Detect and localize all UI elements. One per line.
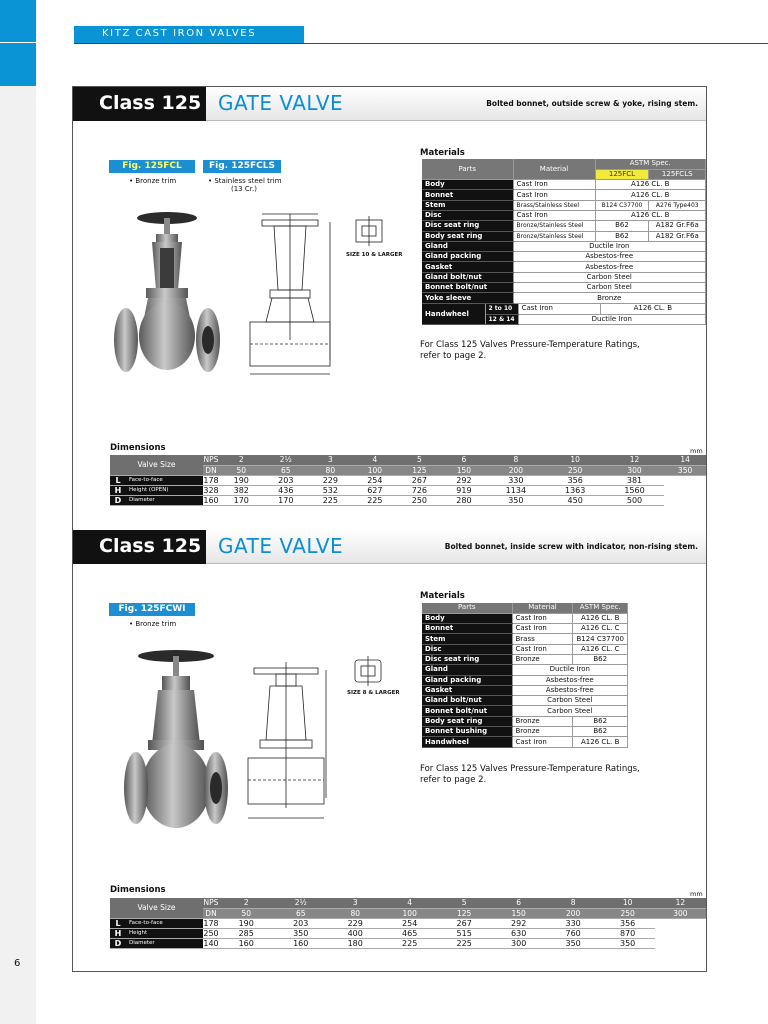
material-cell: Cast Iron [512,613,573,623]
dimension-value: 330 [486,475,545,485]
table-row [422,706,628,716]
material-cell: Ductile Iron [513,241,706,251]
section-header-2 [73,530,706,564]
table-row [422,613,628,623]
nps-cell: 10 [546,455,605,465]
dn-cell: 50 [219,465,264,475]
nps-cell: 5 [397,455,442,465]
title-band [206,530,706,564]
dimensions-table [110,898,706,949]
dimension-value: 203 [273,918,327,928]
nps-label: NPS [203,898,219,908]
size-range: 12 & 14 [485,314,518,324]
material-cell: Cast Iron [512,644,573,654]
table-row [422,737,628,747]
material-cell: Asbestos-free [512,685,628,695]
dimension-value: 178 [203,475,219,485]
table-header-row [422,159,706,169]
table-row [422,200,706,210]
nps-cell: 4 [382,898,436,908]
material-cell: Carbon Steel [513,283,706,293]
dimension-label: Diameter [126,495,203,505]
section-header-1 [73,87,706,121]
part-name: Stem [422,634,512,644]
side-tab-divider [0,42,36,43]
table-row [422,241,706,251]
figure-note: • Stainless steel trim [208,177,282,185]
material-cell: Cast Iron [513,180,595,190]
nps-label: NPS [203,455,219,465]
spec-cell: B62 [573,727,628,737]
table-row [422,624,628,634]
dimension-value: 160 [219,938,273,948]
dn-cell: 200 [546,908,600,918]
material-cell: Carbon Steel [512,696,628,706]
dimension-value: 1363 [546,485,605,495]
nps-row [110,455,706,465]
dimension-value: 870 [600,928,654,938]
material-cell: Cast Iron [518,304,600,314]
nps-cell: 3 [328,898,382,908]
dimension-value: 229 [308,475,353,485]
dimension-row [110,918,706,928]
dimension-label: Diameter [126,938,203,948]
part-name: Disc seat ring [422,654,512,664]
dimension-key: L [110,918,126,928]
dimension-value: 267 [397,475,442,485]
dimension-value: 356 [546,475,605,485]
detail-drawing [348,216,392,248]
class-label: Class 125 [73,87,206,121]
dimension-value: 180 [328,938,382,948]
dimension-value: 292 [442,475,487,485]
figure-tag-125fcwi: Fig. 125FCWI [109,603,195,616]
nps-cell: 8 [546,898,600,908]
dimensions-title: Dimensions [110,443,166,453]
spec-cell: B62 [595,221,649,231]
spec-cell: B124 C37700 [573,634,628,644]
dimension-value: 630 [491,928,545,938]
dimension-row [110,938,706,948]
part-name: Gland packing [422,252,513,262]
part-name: Gland bolt/nut [422,272,513,282]
spec-cell: A276 Type403 [649,200,706,210]
part-name: Body [422,180,513,190]
dn-cell: 80 [308,465,353,475]
dimension-value: 254 [353,475,398,485]
material-cell: Bronze [512,727,573,737]
table-row [422,304,706,314]
dimension-value: 465 [382,928,436,938]
dimension-key: D [110,495,126,505]
dimensions-table [110,455,706,506]
materials-title: Materials [420,148,465,158]
dimension-row [110,495,706,505]
table-row [422,716,628,726]
spec-cell: B62 [573,654,628,664]
rating-note [420,340,640,362]
section-description: Bolted bonnet, inside screw with indicator, non-rising stem. [444,542,698,551]
header-material: Material [512,603,573,613]
dimension-value: 919 [442,485,487,495]
dimension-value: 300 [491,938,545,948]
figure-note: • Bronze trim [129,620,177,628]
nps-cell: 2½ [264,455,309,465]
table-row [422,231,706,241]
material-cell: Asbestos-free [513,262,706,272]
size-range: 2 to 10 [485,304,518,314]
part-name: Gland packing [422,675,512,685]
dimension-row [110,475,706,485]
table-row [422,283,706,293]
dimension-value: 760 [546,928,600,938]
dimension-value: 190 [219,475,264,485]
dimension-value: 382 [219,485,264,495]
part-name: Gasket [422,685,512,695]
part-name: Handwheel [422,304,485,325]
material-cell: Ductile Iron [512,665,628,675]
part-name: Handwheel [422,737,512,747]
size-note: SIZE 10 & LARGER [346,252,403,258]
dimension-value: 1134 [486,485,545,495]
dimension-drawing-non-rising-stem [240,658,332,828]
header-astm: ASTM Spec. [595,159,706,169]
table-row [422,665,628,675]
dimension-drawing-rising-stem [240,210,340,382]
dimension-key: H [110,485,126,495]
dimension-value: 285 [219,928,273,938]
dimension-value: 532 [308,485,353,495]
figure-note: • Bronze trim [129,177,177,185]
figure-tag-125fcl: Fig. 125FCL [109,160,195,173]
dimension-key: D [110,938,126,948]
spec-cell: A126 CL. B [595,190,706,200]
table-row [422,685,628,695]
material-cell: Carbon Steel [513,272,706,282]
dimension-label: Height (OPEN) [126,485,203,495]
nps-row [110,898,706,908]
dimension-value: 515 [437,928,491,938]
part-name: Body seat ring [422,716,512,726]
dimension-value: 280 [442,495,487,505]
part-name: Disc [422,210,513,220]
dimension-value: 190 [219,918,273,928]
table-row [422,293,706,303]
handwheel-table [422,304,706,325]
section-title: GATE VALVE [218,91,344,115]
dimension-value: 292 [491,918,545,928]
spec-cell: A126 CL. C [573,644,628,654]
header-material: Material [513,159,595,180]
title-band [206,87,706,121]
part-name: Body [422,613,512,623]
table-row [422,634,628,644]
dn-cell: 250 [546,465,605,475]
table-row [422,675,628,685]
dimension-value: 170 [264,495,309,505]
spec-cell: A126 CL. B [595,180,706,190]
table-row [422,221,706,231]
table-row [422,210,706,220]
dn-cell: 80 [328,908,382,918]
dimensions-title: Dimensions [110,885,166,895]
material-cell: Ductile Iron [518,314,705,324]
dimension-value: 160 [203,495,219,505]
material-cell: Bronze [513,293,706,303]
spec-cell: B62 [573,716,628,726]
dn-cell: 150 [442,465,487,475]
table-row [422,727,628,737]
part-name: Body seat ring [422,231,513,241]
dimension-value: 330 [546,918,600,928]
spec-cell: A126 CL. B [573,737,628,747]
brand-banner: KITZ CAST IRON VALVES [74,26,304,43]
dimension-value: 225 [437,938,491,948]
section-description: Bolted bonnet, outside screw & yoke, rising stem. [486,99,698,108]
dimension-value: 350 [273,928,327,938]
header-125fcls: 125FCLS [649,169,706,179]
part-name: Bonnet bolt/nut [422,706,512,716]
dn-cell: 250 [600,908,654,918]
table-row [422,252,706,262]
dn-cell: 65 [273,908,327,918]
materials-table [422,159,706,304]
material-cell: Cast Iron [512,737,573,747]
materials-title: Materials [420,591,465,601]
dimension-value: 350 [546,938,600,948]
dimension-value: 225 [353,495,398,505]
note-line: For Class 125 Valves Pressure-Temperature Ratings, [420,340,640,350]
part-name: Bonnet [422,624,512,634]
page-number: 6 [14,958,21,969]
spec-cell: A126 CL. C [573,624,628,634]
dn-cell: 300 [605,465,664,475]
note-line: refer to page 2. [420,351,487,361]
part-name: Gland bolt/nut [422,696,512,706]
unit-label: mm [690,447,703,455]
material-cell: Bronze [512,654,573,664]
dimension-value: 436 [264,485,309,495]
figure-note: (13 Cr.) [231,185,257,193]
material-cell: Cast Iron [513,210,595,220]
nps-cell: 12 [655,898,706,908]
dn-cell: 125 [397,465,442,475]
spec-cell: A182 Gr.F6a [649,231,706,241]
part-name: Gasket [422,262,513,272]
dimension-value: 140 [203,938,219,948]
table-row [422,190,706,200]
dimension-value: 381 [605,475,664,485]
part-name: Bonnet bolt/nut [422,283,513,293]
header-astm: ASTM Spec. [573,603,628,613]
dimension-value: 627 [353,485,398,495]
dn-cell: 300 [655,908,706,918]
spec-cell: A126 CL. B [595,210,706,220]
dimension-row [110,928,706,938]
dimension-value: 250 [203,928,219,938]
dn-cell: 100 [353,465,398,475]
nps-cell: 2½ [273,898,327,908]
dimension-value: 350 [600,938,654,948]
part-name: Disc [422,644,512,654]
header-parts: Parts [422,159,513,180]
material-cell: Bronze/Stainless Steel [513,221,595,231]
dimension-row [110,485,706,495]
material-cell: Asbestos-free [512,675,628,685]
dn-cell: 200 [486,465,545,475]
material-cell: Bronze/Stainless Steel [513,231,595,241]
nps-cell: 5 [437,898,491,908]
class-label: Class 125 [73,530,206,564]
detail-drawing [350,656,386,686]
dimension-value: 726 [397,485,442,495]
material-cell: Cast Iron [512,624,573,634]
table-row [422,272,706,282]
valve-photo-rising-stem [108,208,226,388]
material-cell: Carbon Steel [512,706,628,716]
part-name: Gland [422,241,513,251]
rating-note [420,764,640,786]
nps-cell: 6 [442,455,487,465]
material-cell: Brass [512,634,573,644]
nps-cell: 2 [219,898,273,908]
table-header-row [422,603,628,613]
nps-cell: 14 [664,455,706,465]
nps-cell: 10 [600,898,654,908]
side-strip [0,0,36,1024]
dimension-value: 267 [437,918,491,928]
dn-cell: 50 [219,908,273,918]
note-line: refer to page 2. [420,775,487,785]
dimension-value: 356 [600,918,654,928]
dn-label: DN [203,908,219,918]
nps-cell: 6 [491,898,545,908]
nps-cell: 8 [486,455,545,465]
material-cell: Asbestos-free [513,252,706,262]
nps-cell: 3 [308,455,353,465]
valve-size-label: Valve Size [110,898,203,918]
dn-cell: 100 [382,908,436,918]
dimension-value: 450 [546,495,605,505]
dn-cell: 350 [664,465,706,475]
dimension-value: 225 [308,495,353,505]
table-row [422,644,628,654]
dimension-value: 160 [273,938,327,948]
header-rule [74,43,768,44]
dimension-value: 254 [382,918,436,928]
dimension-key: H [110,928,126,938]
dimension-value: 350 [486,495,545,505]
part-name: Bonnet bushing [422,727,512,737]
dimension-value: 400 [328,928,382,938]
material-cell: Bronze [512,716,573,726]
dimension-value: 1560 [605,485,664,495]
side-color-tab [0,0,36,86]
material-cell: Cast Iron [513,190,595,200]
materials-table [422,603,628,748]
dimension-value: 500 [605,495,664,505]
part-name: Disc seat ring [422,221,513,231]
table-row [422,654,628,664]
dimension-value: 178 [203,918,219,928]
note-line: For Class 125 Valves Pressure-Temperature Ratings, [420,764,640,774]
unit-label: mm [690,890,703,898]
part-name: Stem [422,200,513,210]
dimension-key: L [110,475,126,485]
dn-cell: 65 [264,465,309,475]
spec-cell: B62 [595,231,649,241]
dimension-value: 250 [397,495,442,505]
dimension-value: 203 [264,475,309,485]
spec-cell: B124 C37700 [595,200,649,210]
dn-cell: 125 [437,908,491,918]
dimension-value: 328 [203,485,219,495]
part-name: Yoke sleeve [422,293,513,303]
dimension-label: Face-to-face [126,918,203,928]
dimension-value: 229 [328,918,382,928]
part-name: Bonnet [422,190,513,200]
header-125fcl: 125FCL [595,169,649,179]
dn-label: DN [203,465,219,475]
size-note: SIZE 8 & LARGER [347,690,400,696]
header-parts: Parts [422,603,512,613]
dimension-label: Height [126,928,203,938]
part-name: Gland [422,665,512,675]
spec-cell: A126 CL. B [573,613,628,623]
material-cell: Brass/Stainless Steel [513,200,595,210]
section-title: GATE VALVE [218,534,344,558]
table-row [422,262,706,272]
valve-photo-non-rising-stem [120,648,232,834]
table-row [422,180,706,190]
figure-tag-125fcls: Fig. 125FCLS [203,160,281,173]
dn-cell: 150 [491,908,545,918]
nps-cell: 12 [605,455,664,465]
spec-cell: A182 Gr.F6a [649,221,706,231]
dimension-label: Face-to-face [126,475,203,485]
spec-cell: A126 CL. B [600,304,705,314]
dimension-value: 225 [382,938,436,948]
dimension-value: 170 [219,495,264,505]
nps-cell: 4 [353,455,398,465]
nps-cell: 2 [219,455,264,465]
table-row [422,696,628,706]
valve-size-label: Valve Size [110,455,203,475]
